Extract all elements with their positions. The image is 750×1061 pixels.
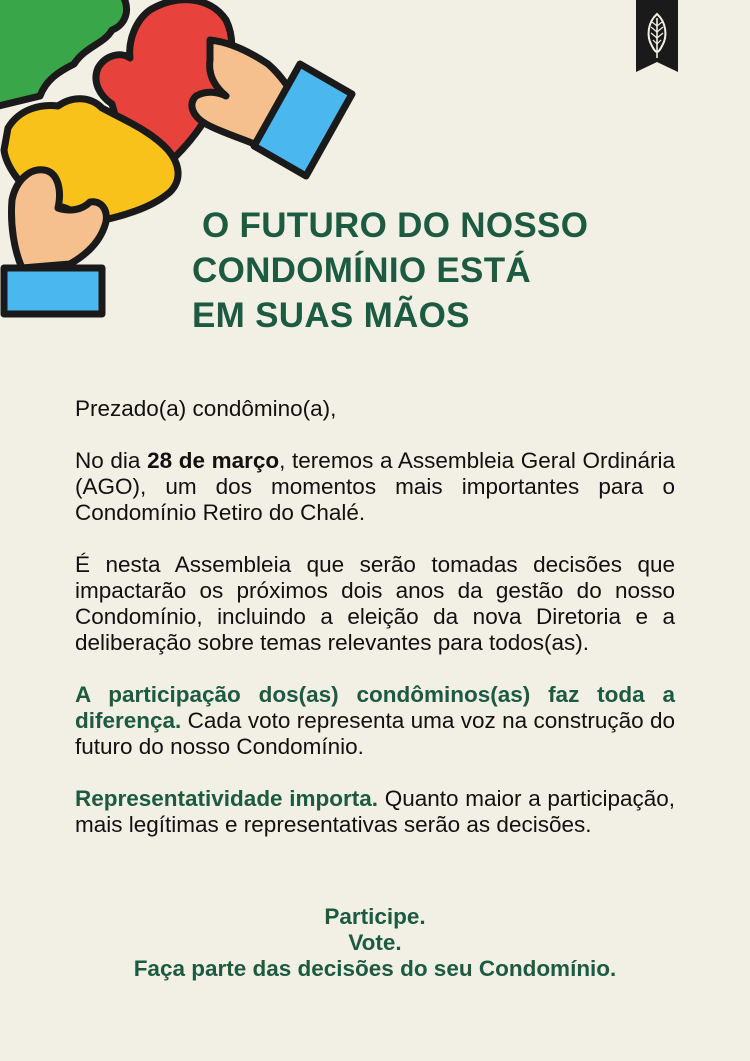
- paragraph-1-before: No dia: [75, 448, 148, 473]
- paragraph-assembly-date: [75, 448, 675, 526]
- headline-line-3: EM SUAS MÃOS: [192, 296, 470, 335]
- closing-line-3: Faça parte das decisões do seu Condomínio.: [133, 956, 617, 981]
- closing-line-2: Vote.: [348, 930, 402, 955]
- representativeness-highlight: Representatividade importa.: [75, 786, 379, 811]
- page-title: [192, 203, 662, 338]
- greeting: Prezado(a) condômino(a),: [75, 396, 337, 421]
- paragraph-decisions: É nesta Assembleia que serão tomadas decisões que impactarão os próximos dois anos da gestão do nosso Condomínio, incluindo a eleição da nova Diretoria e a deliberação sobre temas relevantes para todos(as).: [75, 552, 675, 655]
- assembly-date: 28 de março: [147, 448, 280, 473]
- paragraph-participation: [75, 682, 675, 760]
- headline-line-1: O FUTURO DO NOSSO: [202, 206, 589, 245]
- paragraph-1-after: , teremos a Assembleia Geral Ordinária (AGO), um dos momentos mais importantes para o Condomínio Retiro do Chalé.: [75, 448, 675, 525]
- headline-line-2: CONDOMÍNIO ESTÁ: [192, 251, 531, 290]
- representativeness-rest: Quanto maior a participação, mais legítimas e representativas serão as decisões.: [75, 786, 675, 837]
- closing-call-to-action: [40, 904, 710, 982]
- letter-body: [75, 396, 675, 864]
- participation-highlight: A participação dos(as) condôminos(as) faz toda a diferença.: [75, 682, 675, 733]
- participation-rest: Cada voto representa uma voz na construção do futuro do nosso Condomínio.: [75, 708, 675, 759]
- paragraph-representativeness: [75, 786, 675, 838]
- closing-line-1: Participe.: [324, 904, 426, 929]
- left-sleeve-icon: [4, 268, 102, 314]
- leaf-bookmark-icon: [636, 0, 678, 72]
